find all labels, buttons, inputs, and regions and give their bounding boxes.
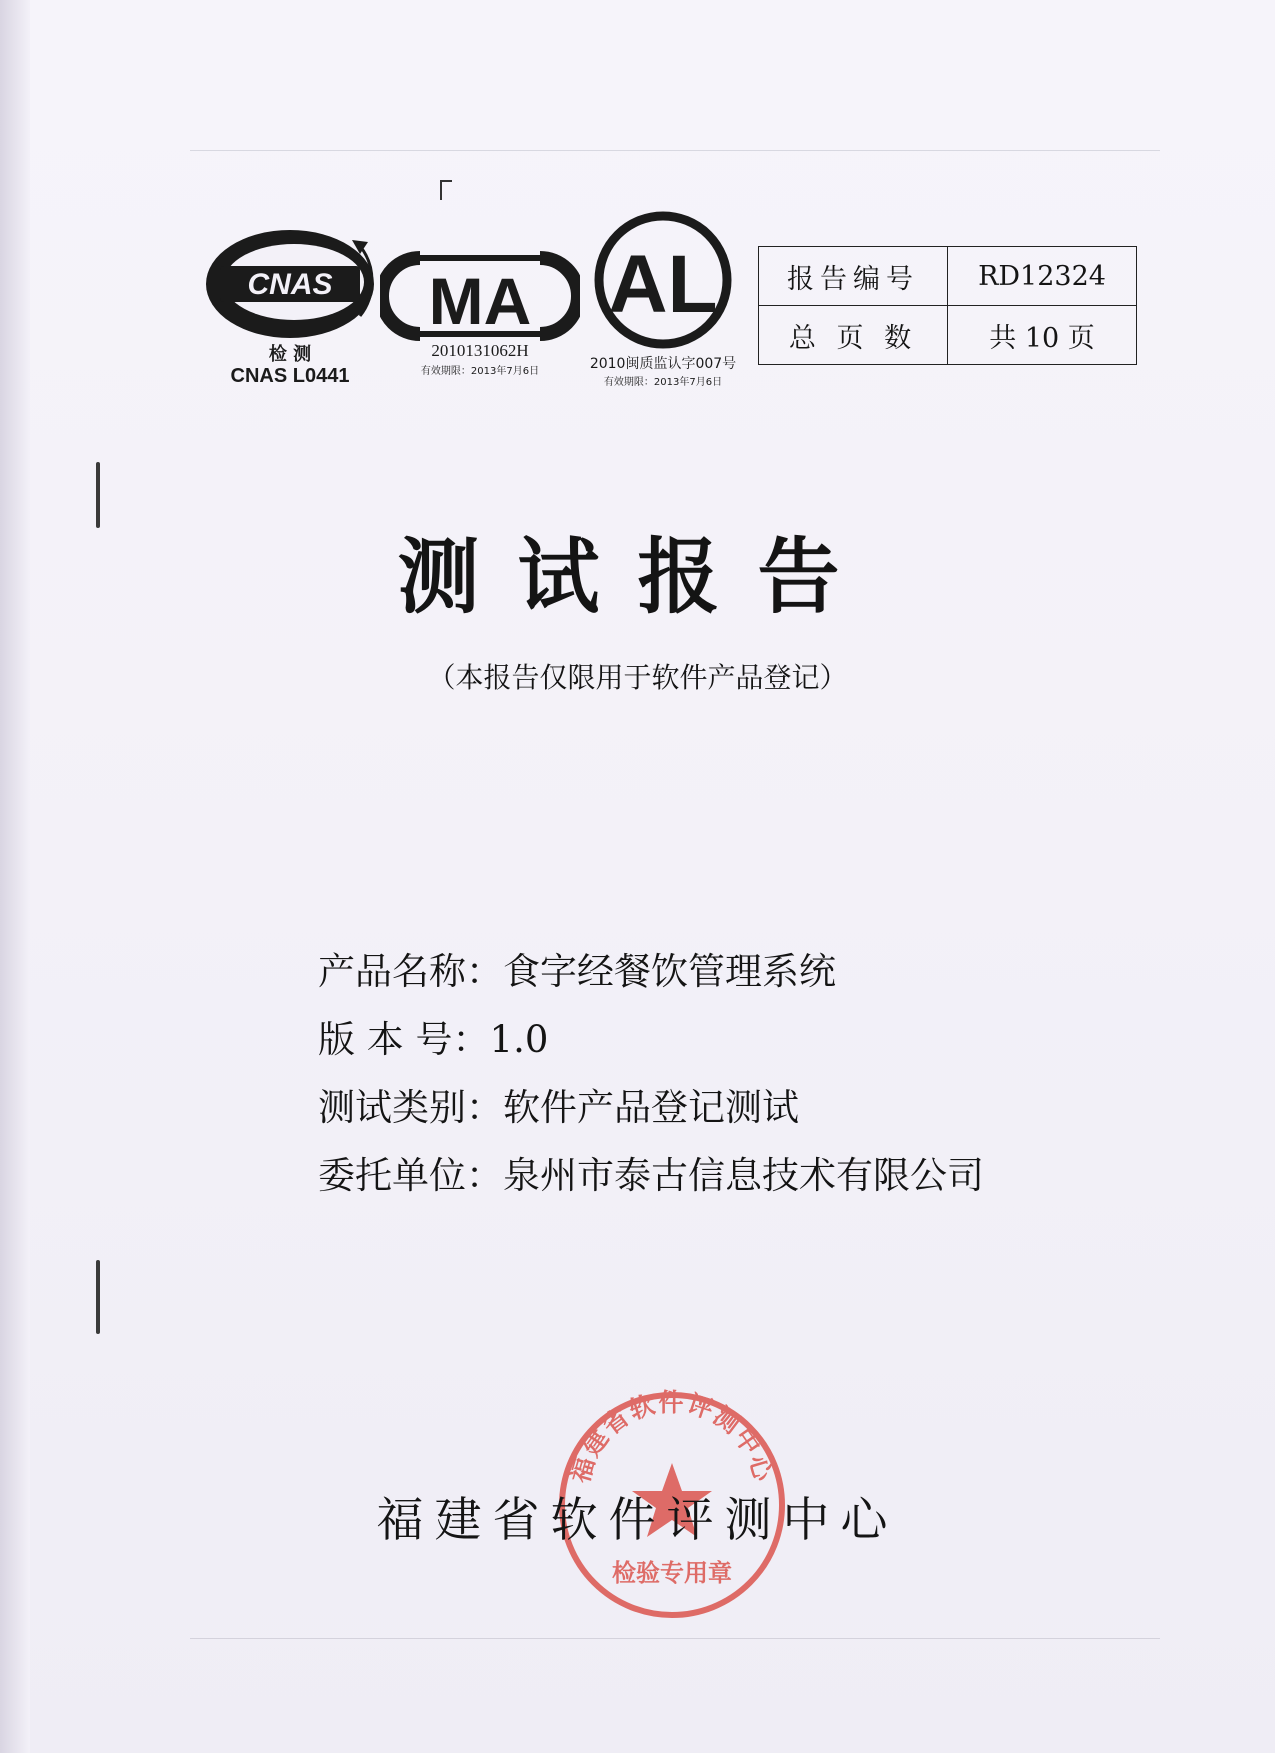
seal-inner-text: 检验专用章 xyxy=(612,1559,732,1587)
cal-logo-mark: AL xyxy=(608,239,718,330)
crop-mark xyxy=(440,180,452,200)
cnas-logo xyxy=(200,216,380,386)
field-version xyxy=(318,1006,984,1074)
cnas-logo-mark: CNAS xyxy=(247,268,333,301)
field-label: 测试类别： xyxy=(318,1086,503,1129)
cal-number: 2010闽质监认字007号 xyxy=(589,356,737,372)
field-value: 1.0 xyxy=(489,1018,549,1061)
cma-logo-mark: MA xyxy=(428,264,532,338)
cma-validity: 有效期限：2013年7月6日 xyxy=(420,366,540,377)
report-fields xyxy=(318,938,984,1210)
page-count-label: 总 页 数 xyxy=(759,306,948,365)
issuer-name: 福建省软件评测中心 xyxy=(376,1493,899,1548)
cma-number: 2010131062H xyxy=(431,341,529,360)
cma-logo xyxy=(380,238,580,378)
cal-logo xyxy=(575,210,745,390)
field-value: 食字经餐饮管理系统 xyxy=(503,950,836,993)
table-row xyxy=(759,306,1137,365)
cnas-code: CNAS L0441 xyxy=(230,365,350,386)
field-label: 产品名称： xyxy=(318,950,503,993)
report-number-value: RD12324 xyxy=(948,247,1137,306)
field-label: 委托单位： xyxy=(318,1154,503,1197)
field-value: 泉州市泰古信息技术有限公司 xyxy=(503,1154,984,1197)
staple-bottom xyxy=(96,1260,100,1334)
field-product-name xyxy=(318,938,984,1006)
cnas-logo-sub: 检 测 xyxy=(268,344,312,365)
report-info-table xyxy=(758,246,1137,365)
field-client xyxy=(318,1142,984,1210)
cal-validity: 有效期限：2013年7月6日 xyxy=(603,377,723,388)
bleed-through-line xyxy=(190,1638,1160,1639)
seal-ring-text: 福建省软件评测中心 xyxy=(565,1387,779,1486)
page-count-value: 共 10 页 xyxy=(948,306,1137,365)
report-number-label: 报告编号 xyxy=(759,247,948,306)
field-test-type xyxy=(318,1074,984,1142)
field-value: 软件产品登记测试 xyxy=(503,1086,799,1129)
field-label: 版 本 号： xyxy=(318,1018,490,1061)
bleed-through-line xyxy=(190,150,1160,151)
report-subtitle: （本报告仅限用于软件产品登记） xyxy=(427,661,848,694)
report-title: 测试报告 xyxy=(397,529,878,625)
table-row xyxy=(759,247,1137,306)
